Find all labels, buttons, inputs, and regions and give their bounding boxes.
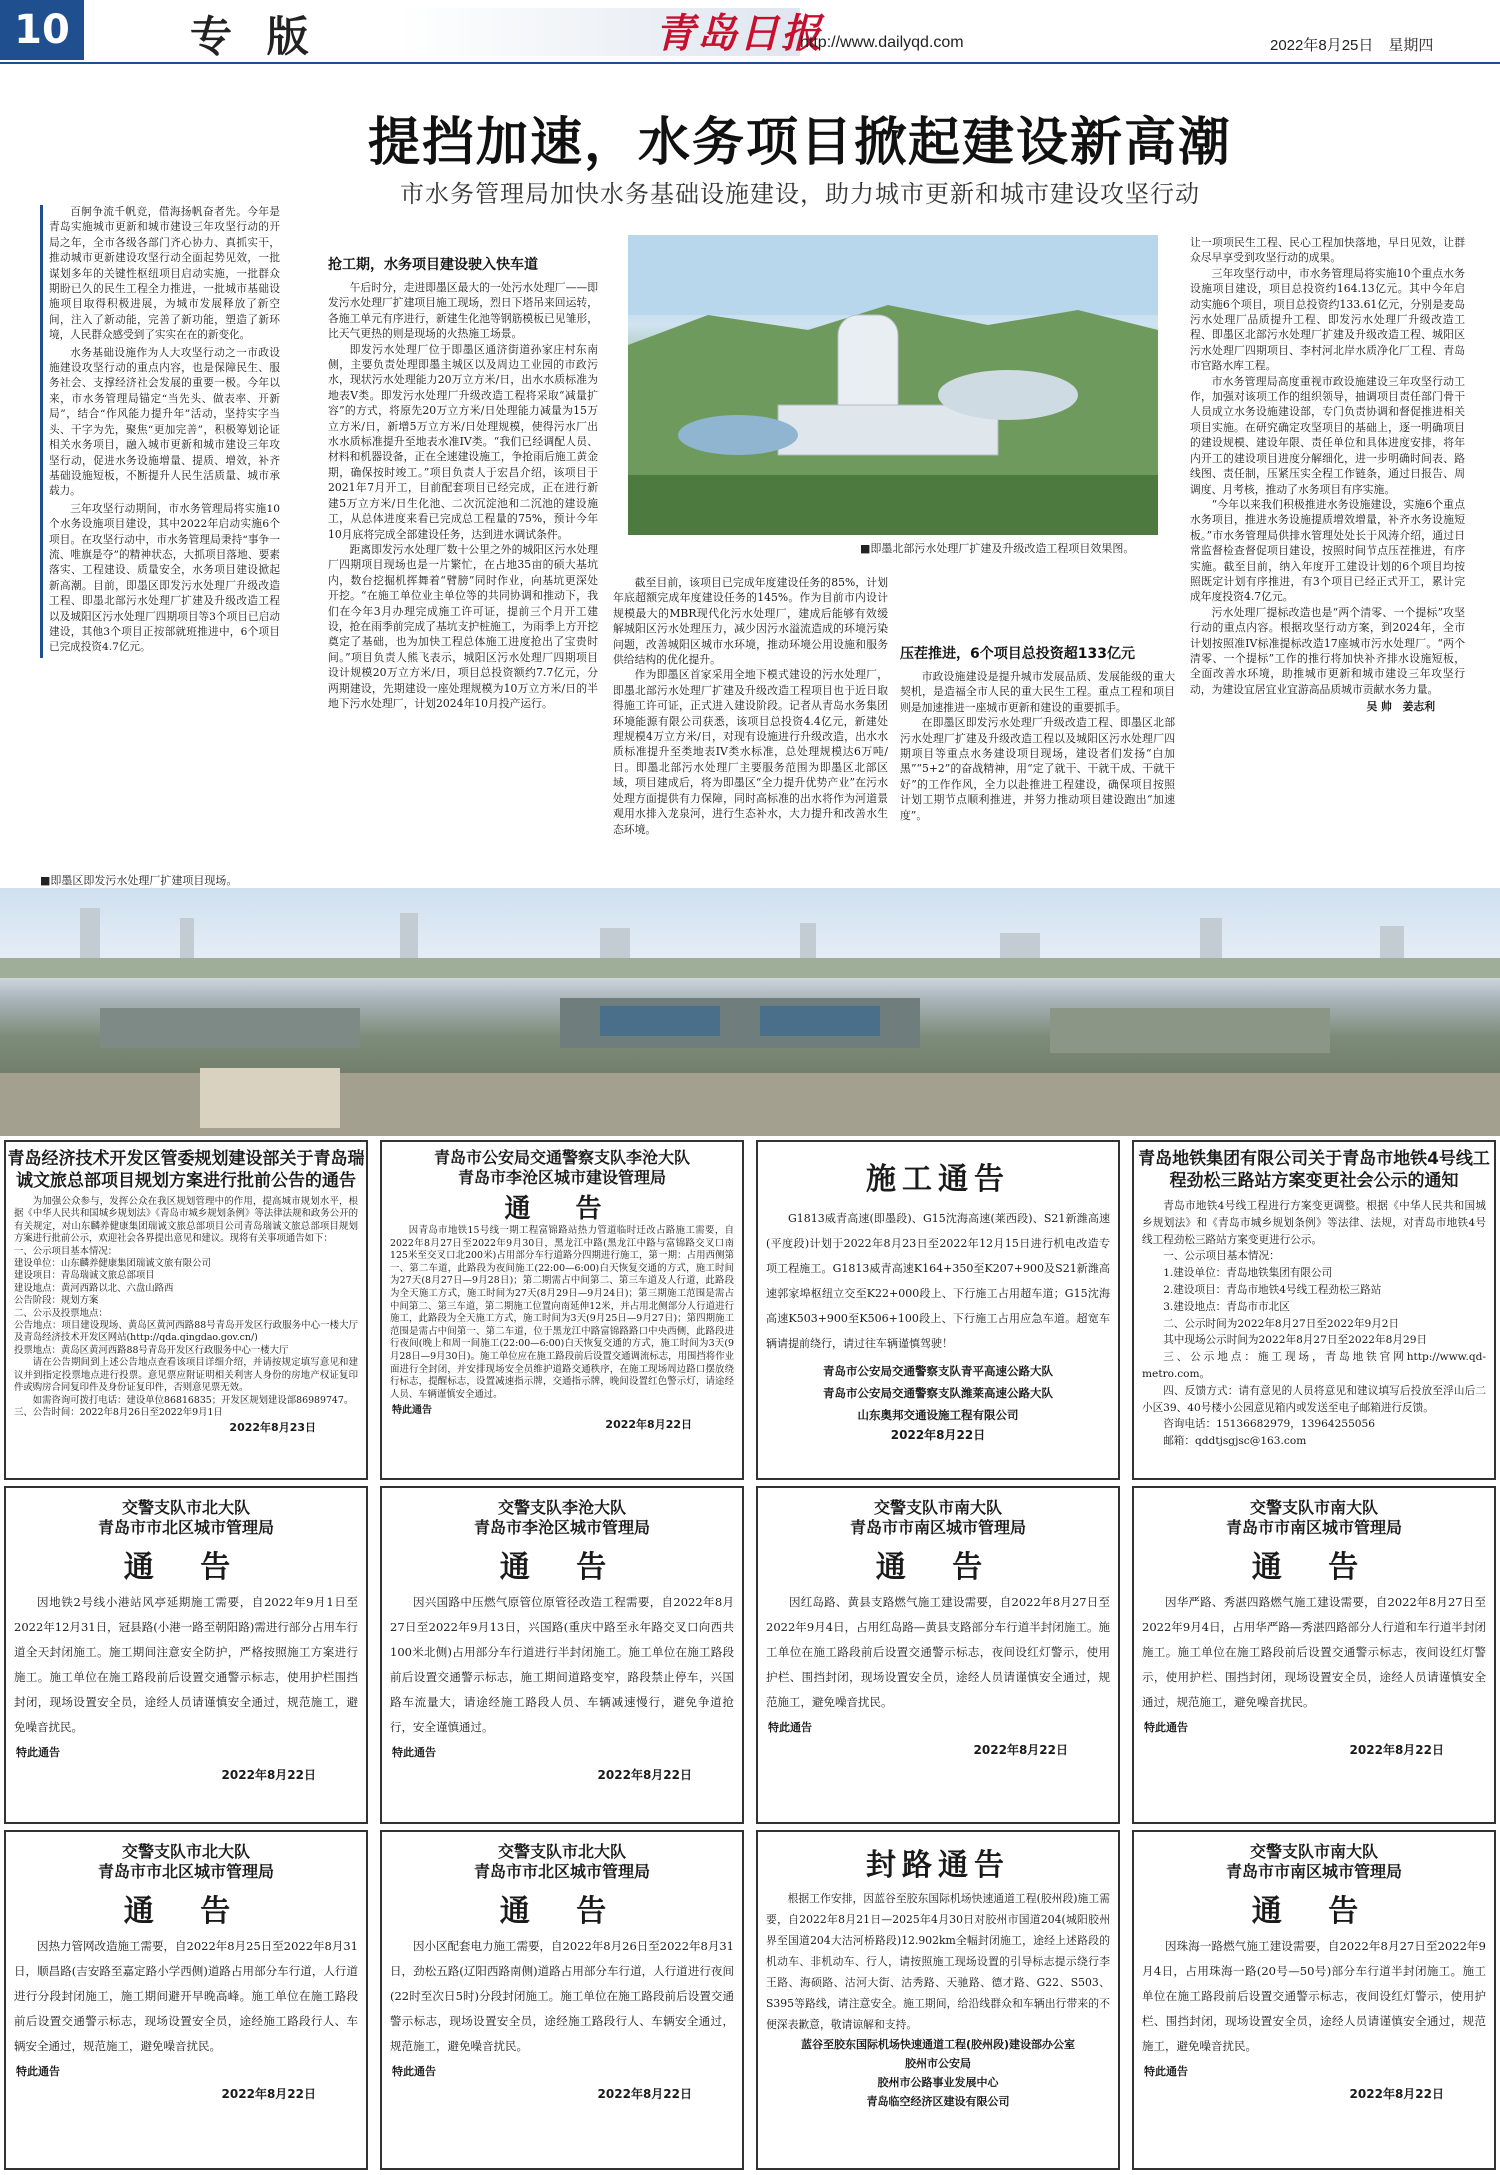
page-title: 提挡加速，水务项目掀起建设新高潮 [367, 112, 1232, 173]
notice-text: 公告阶段：规划方案 [14, 1295, 99, 1307]
notice-shinan-traffic-2 [1132, 1486, 1496, 1824]
notice-road-closure [756, 1830, 1120, 2170]
newspaper-url[interactable]: http://www.dailyqd.com [800, 34, 964, 51]
notice-footer: 特此通告 [1144, 1721, 1188, 1734]
notice-footer: 特此通告 [1144, 2065, 1188, 2078]
notice-org: 青岛市公安局交通警察支队青平高速公路大队 [823, 1364, 1053, 1378]
notice-body: 根据工作安排，因蓝谷至胶东国际机场快速通道工程(胶州段)施工需要，自2022年8月21日—2025年4月30日对胶州市国道204(城阳胶州界至国道204大沽河桥路段)12.902km全幅封闭施工，途经上述路段的机动车、非机动车、行人，请按照施工现场设置的引导标志提示绕行李王路、海硕路、沽河大街、沽秀路、天驰路、德才路、G22、S503、S395等路线，请注意安全。施工期间，给沿线群众和车辆出行带来的不便深表歉意，敬请谅解和支持。 [766, 1892, 1110, 2031]
notice-org: 山东奥邦交通设施工程有限公司 [857, 1408, 1019, 1422]
notice-org: 交警支队市南大队 青岛市市南区城市管理局 [1225, 1498, 1402, 1537]
notice-text: 二、公示时间为2022年8月27日至2022年9月2日 [1163, 1317, 1400, 1330]
notice-shibei-traffic-3 [380, 1830, 744, 2170]
image-caption: ■即墨北部污水处理厂扩建及升级改造工程项目效果图。 [860, 542, 1135, 555]
notice-body: 因华严路、秀湛四路燃气施工建设需要，自2022年8月27日至2022年9月4日，占用华严路—秀湛四路部分人行道和车行道半封闭施工。施工单位在施工路段前后设置交通警示标志，夜间设红灯警示，使用护栏、围挡封闭，现场设置安全员，途经人员请谨慎安全通过，规范施工，避免噪音扰民。 [1142, 1595, 1486, 1709]
page-subtitle: 市水务管理局加快水务基础设施建设，助力城市更新和城市建设攻坚行动 [400, 180, 1200, 208]
intro-paragraph: 水务基础设施作为人大攻坚行动之一市政设施建设攻坚行动的重点内容，也是保障民生、服务社会、支撑经济社会发展的重要一极。今年以来，市水务管理局锚定“当先头、做表率、开新局”，结合“作风能力提升年”活动，坚持实字当头、干字为先，聚焦“更加完善”，积极筹划论证相关水务项目，融入城市更新和城市建设三年攻坚行动，促进水务设施增量、提质、增效，补齐基础设施短板，不断提升人民生活质量、城市承载力。 [49, 346, 280, 498]
notice-footer: 特此通告 [16, 2065, 60, 2078]
notice-shibei-traffic-2 [4, 1830, 368, 2170]
notice-text: 1.建设单位：青岛地铁集团有限公司 [1163, 1267, 1333, 1280]
notice-heading: 通 告 [499, 1894, 625, 1929]
body-paragraph: 午后时分，走进即墨区最大的一处污水处理厂——即发污水处理厂扩建项目施工现场，烈日下塔吊来回运转，各施工单元有序进行，新建生化池等钢筋模板已见雏形，比天气更热的则是现场的火热施工场景。 [328, 281, 598, 341]
notice-heading: 施工通告 [866, 1162, 1010, 1197]
notice-footer: 特此通告 [392, 1746, 436, 1759]
body-paragraph: 作为即墨区首家采用全地下模式建设的污水处理厂，即墨北部污水处理厂扩建及升级改造工程项目也于近日取得施工许可证，正式进入建设阶段。记者从青岛水务集团环境能源有限公司获悉，该项目总投资4.4亿元，新建处理规模4万立方米/日，对现有设施进行升级改造，出水水质标准提升至类地表IV类水标准，总处理规模达6万吨/日。即墨北部污水处理厂主要服务范围为即墨区北部区域，项目建成后，将为即墨区“全力提升优势产业”在污水处理方面提供有力保障，同时高标准的出水将作为河道景观用水排入龙泉河，进行生态补水，大力提升和改善水生态环境。 [613, 668, 888, 836]
notice-date: 2022年8月22日 [221, 1768, 316, 1782]
notice-body: 因珠海一路燃气施工建设需要，自2022年8月27日至2022年9月4日，占用珠海一路(20号—50号)部分车行道半封闭施工。施工单位在施工路段前后设置交通警示标志，夜间设红灯警示，使用护栏、围挡封闭，现场设置安全员，途经人员请谨慎安全通过，规范施工，避免噪音扰民。 [1142, 1939, 1486, 2053]
notice-org: 交警支队李沧大队 青岛市李沧区城市管理局 [473, 1498, 650, 1537]
rendering-image [628, 235, 1158, 535]
notice-text: 2.建设项目：青岛市地铁4号线工程劲松三路站 [1163, 1283, 1382, 1296]
notice-heading: 通 告 [123, 1550, 249, 1585]
notice-title: 青岛地铁集团有限公司关于青岛市地铁4号线工程劲松三路站方案变更社会公示的通知 [1138, 1149, 1490, 1191]
notice-date: 2022年8月22日 [1349, 2087, 1444, 2101]
notice-heading: 通 告 [1251, 1894, 1377, 1929]
notice-text: 请在公告期间到上述公告地点查看该项目详细介绍，并请按规定填写意见和建议并到指定投票地点进行投票。意见票应附证明相关利害人身份的房地产权证复印件或购房合同复印件及身份证复印件，否则意见票无效。 [14, 1357, 358, 1394]
section-subtitle: 抢工期，水务项目建设驶入快车道 [328, 257, 538, 273]
notice-footer: 特此通告 [16, 1746, 60, 1759]
notice-body: 因热力管网改造施工需要，自2022年8月25日至2022年8月31日，顺昌路(吉安路至嘉定路小学西侧)道路占用部分车行道，人行道进行分段封闭施工，施工期间避开早晚高峰。施工单位在施工路段前后设置交通警示标志，现场设置安全员，途经施工路段行人、车辆安全通过，规范施工，避免噪音扰民。 [14, 1939, 358, 2053]
notice-text: 如需咨询可拨打电话：建设单位86816835；开发区规划建设部86989747。 [32, 1394, 354, 1406]
notice-org: 蓝谷至胶东国际机场快速通道工程(胶州段)建设部办公室 [800, 2038, 1076, 2051]
notice-date: 2022年8月23日 [229, 1421, 316, 1435]
section-subtitle: 压茬推进，6个项目总投资超133亿元 [900, 646, 1135, 662]
notice-text: 3.建设地点：青岛市市北区 [1163, 1300, 1290, 1313]
notice-text: 其中现场公示时间为2022年8月27日至2022年8月29日 [1163, 1334, 1428, 1347]
notice-date: 2022年8月22日 [973, 1743, 1068, 1757]
notice-org: 胶州市公安局 [905, 2057, 971, 2070]
body-paragraph: 三年攻坚行动中，市水务管理局将实施10个重点水务设施项目建设，项目总投资约164.13亿元。其中今年启动实施6个项目，项目总投资约133.61亿元，分别是麦岛污水处理厂品质提升工程、即发污水处理厂升级改造工程、即墨区北部污水处理厂扩建及升级改造工程、城阳区污水处理厂四期项目、李村河北岸水质净化厂工程、青岛市官路水库工程。 [1190, 266, 1465, 373]
newspaper-logo: 青岛日报 [655, 10, 823, 57]
notice-heading: 通 告 [499, 1550, 625, 1585]
intro-paragraph: 三年攻坚行动期间，市水务管理局将实施10个水务设施项目建设，其中2022年启动实施6个项目。在攻坚行动中，市水务管理局秉持“事争一流、唯旗是夺”的精神状态，大抓项目落地、要素落实、工程建设、质量安全，水务项目建设掀起新高潮。目前，即墨区即发污水处理厂升级改造工程、即墨北部污水处理厂扩建及升级改造工程以及城阳区污水处理厂四期项目等3个项目已启动建设，其他3个项目正按部就班推进中，6个项目已完成投资4.7亿元。 [49, 502, 280, 654]
notice-footer: 特此通告 [392, 2065, 436, 2078]
image-caption: ■即墨区即发污水处理厂扩建项目现场。 [40, 874, 238, 887]
notice-body: 因红岛路、黄县支路燃气施工建设需要，自2022年8月27日至2022年9月4日，占用红岛路—黄县支路部分车行道半封闭施工。施工单位在施工路段前后设置交通警示标志，夜间设红灯警示，使用护栏、围挡封闭，现场设置安全员，途经人员请谨慎安全通过，规范施工，避免噪音扰民。 [766, 1595, 1110, 1709]
notice-text: 为加强公众参与，发挥公众在我区规划管理中的作用，提高城市规划水平，根据《中华人民共和国城乡规划法》《青岛市城乡规划条例》等法律法规和政务公开的有关规定，对山东麟养健康集团瑞诚文旅总部项目公司青岛瑞诚文旅总部项目规划方案进行批前公示，欢迎社会各界提出意见和建议。现将有关事项通告如下： [14, 1196, 358, 1245]
notice-footer: 特此通告 [392, 1405, 432, 1417]
notice-body: 因小区配套电力施工需要，自2022年8月26日至2022年8月31日，劲松五路(辽阳西路南侧)道路占用部分车行道，人行道进行夜间(22时至次日5时)分段封闭施工。施工单位在施工路段前后设置交通警示标志，现场设置安全员，途经施工路段行人、车辆安全通过，规范施工，避免噪音扰民。 [390, 1939, 734, 2053]
notice-text: 二、公示及投票地点： [14, 1307, 108, 1319]
article-column-2 [613, 575, 888, 837]
body-paragraph: 让一项项民生工程、民心工程加快落地，早日见效，让群众尽早享受到攻坚行动的成果。 [1190, 236, 1465, 265]
notice-body: G1813威青高速(即墨段)、G15沈海高速(莱西段)、S21新潍高速(平度段)计划于2022年8月23日至2022年12月15日进行机电改造专项工程施工。G1813威青高速K164+350至K207+900及S21新潍高速郭家埠枢纽立交至K22+000段上、下行施工占用超车道；G15沈海高速K503+900至K506+100段上、下行施工占用应急车道。超宽车辆请提前绕行，请过往车辆谨慎驾驶！ [766, 1212, 1110, 1350]
notice-heading: 通 告 [1251, 1550, 1377, 1585]
notice-date: 2022年8月22日 [597, 1768, 692, 1782]
notice-org: 交警支队市北大队 青岛市市北区城市管理局 [97, 1842, 274, 1881]
notice-text: 投票地点：黄岛区黄河西路88号青岛开发区行政服务中心一楼大厅 [14, 1344, 289, 1356]
article-column-3 [1190, 235, 1465, 715]
body-paragraph: 在即墨区即发污水处理厂升级改造工程、即墨区北部污水处理厂扩建及升级改造工程以及城阳区污水处理厂四期项目等重点水务建设项目现场，建设者们发扬“白加黑”“5+2”的奋战精神，用“定了就干、干就干成、干就干好”的工作作风，全力以赴推进工程建设，确保项目按照计划工期节点顺利推进，并努力推动项目建设跑出“加速度”。 [900, 716, 1175, 822]
notice-shinan-traffic-3 [1132, 1830, 1496, 2170]
notice-metro [1132, 1140, 1496, 1480]
notice-licang-traffic-2 [380, 1486, 744, 1824]
notice-footer: 特此通告 [768, 1721, 812, 1734]
notice-date: 2022年8月22日 [221, 2087, 316, 2101]
notice-heading: 通 告 [875, 1550, 1001, 1585]
body-paragraph: 距离即发污水处理厂数十公里之外的城阳区污水处理厂四期项目现场也是一片繁忙，在占地35亩的硕大基坑内，数台挖掘机挥舞着“臂膀”同时作业，向基坑更深处开挖。“在施工单位业主单位等的共同协调和推动下，我们在今年3月办理完成施工许可证，提前三个月开工建设，抢在雨季前完成了基坑支护桩施工，为雨季上方开挖奠定了基础，也为加快工程总体施工进度抢出了宝贵时间。”项目负责人熊飞表示，城阳区污水处理厂四期项目设计规模20万立方米/日，项目总投资额约7.7亿元，分两期建设，先期建设一座处理规模为10万立方米/日的半地下污水处理厂，计划2024年10月投产运行。 [328, 542, 598, 710]
notice-date: 2022年8月22日 [605, 1418, 692, 1432]
notice-construction [756, 1140, 1120, 1480]
notice-body: 因兴国路中压燃气原管位原管径改造工程需要，自2022年8月27日至2022年9月13日，兴国路(重庆中路至永年路交叉口向西共100米北侧)占用部分车行道进行半封闭施工。施工单位在施工路段前后设置交通警示标志，施工期间道路变窄，路段禁止停车，兴国路车流量大，请途经施工路段人员、车辆减速慢行，避免争道抢行，安全谨慎通过。 [390, 1595, 734, 1734]
notice-org: 青岛市公安局交通警察支队潍莱高速公路大队 [823, 1386, 1053, 1400]
notice-shinan-traffic [756, 1486, 1120, 1824]
plant-rendering-illustration [628, 235, 1158, 535]
notice-text: 建设地点：黄河西路以北、六盘山路西 [14, 1282, 174, 1294]
notice-body [1134, 1198, 1494, 1450]
notice-title: 青岛经济技术开发区管委规划建设部关于青岛瑞诚文旅总部项目规划方案进行批前公告的通告 [7, 1149, 365, 1191]
article-intro [40, 205, 280, 658]
body-paragraph: 市政设施建设是提升城市发展品质、发展能级的重大契机，是造福全市人民的重大民生工程。重点工程和项目则是加速推进一座城市更新和建设的重要抓手。 [900, 670, 1175, 714]
notice-text: 建设单位：山东麟养健康集团瑞诚文旅有限公司 [14, 1258, 211, 1270]
notice-org: 胶州市公路事业发展中心 [877, 2076, 999, 2089]
notice-text: 一、公示项目基本情况： [14, 1245, 118, 1257]
notice-text: 邮箱：qddtjsgjsc@163.com [1163, 1435, 1307, 1448]
byline: 吴 帅 姜志利 [1366, 700, 1435, 714]
article-column-2b [900, 575, 1175, 823]
notice-text: 青岛市地铁4号线工程进行方案变更调整。根据《中华人民共和国城乡规划法》和《青岛市城乡规划条例》等法律、法规，对青岛市地铁4号线工程劲松三路站方案变更进行公示。 [1142, 1200, 1486, 1246]
panorama-illustration [0, 888, 1500, 1136]
notice-licang-traffic [380, 1140, 744, 1480]
article-column-1 [328, 250, 598, 711]
section-title: 专 版 [190, 12, 319, 61]
notice-org: 青岛市公安局交通警察支队李沧大队 青岛市李沧区城市建设管理局 [433, 1148, 690, 1187]
notice-date: 2022年8月22日 [597, 2087, 692, 2101]
notice-org: 交警支队市南大队 青岛市市南区城市管理局 [849, 1498, 1026, 1537]
notice-text: 公告地点：项目建设现场、黄岛区黄河西路88号青岛开发区行政服务中心一楼大厅及青岛经济技术开发区网站(http://qda.qingdao.gov.cn/) [14, 1320, 358, 1344]
page-number: 10 [0, 0, 84, 60]
body-paragraph: 截至目前，该项目已完成年度建设任务的85%，计划年底超额完成年度建设任务的145%。作为目前市内设计规模最大的MBR现代化污水处理厂，建成后能够有效缓解城阳区污水处理压力，减少因污水溢流造成的环境污染问题，改善城阳区城市水环境，推动环境公用设施和服务供给结构的优化提升。 [613, 576, 888, 667]
notice-org: 交警支队市北大队 青岛市市北区城市管理局 [97, 1498, 274, 1537]
notice-body [6, 1196, 366, 1419]
notice-org: 交警支队市北大队 青岛市市北区城市管理局 [473, 1842, 650, 1881]
notice-heading: 通 告 [504, 1194, 620, 1224]
notice-text: 咨询电话：15136682979，13964255056 [1163, 1418, 1376, 1431]
notice-text: 建设项目：青岛瑞诚文旅总部项目 [14, 1270, 155, 1282]
notice-text: 四、反馈方式：请有意见的人员将意见和建议填写后投放至浮山后二小区39、40号楼小公园意见箱内或发送至电子邮箱进行反馈。 [1142, 1384, 1486, 1414]
intro-paragraph: 百舸争流千帆竞，借海扬帆奋者先。今年是青岛实施城市更新和城市建设三年攻坚行动的开局之年，全市各级各部门齐心协力、真抓实干，推动城市更新建设攻坚行动全面起势见效，一批谋划多年的关键性枢纽项目启动实施，一批群众期盼已久的民生工程全力推进，一批城市基础设施项目取得积极进展，为城市发展释放了新空间，注入了新动能，完善了新功能，塑造了新环境，人民群众感受到了实实在在的新变化。 [49, 206, 280, 342]
notice-org: 交警支队市南大队 青岛市市南区城市管理局 [1225, 1842, 1402, 1881]
body-paragraph: 即发污水处理厂位于即墨区通济街道孙家庄村东南侧，主要负责处理即墨主城区以及周边工业园的市政污水，现状污水处理能力20万立方米/日，出水水质标准为地表V类。即发污水处理厂升级改造工程将采取“减量扩容”的方式，将原先20万立方米/日处理能力减量为15万立方米/日，新增5万立方米/日处理规模，使得污水厂出水水质标准提升至地表水准IV类。“我们已经调配人员、材料和机器设备，正在全速建设施工，争抢雨后施工黄金期，确保按时竣工。”项目负责人于宏昌介绍，该项目于2021年7月开工，目前配套项目已经完成，正在进行新建5万立方米/日生化池、二次沉淀池和二沉池的建设施工，从总体进度来看已完成总工程量的75%，预计今年10月底将完成全部建设任务，达到进水调试条件。 [328, 342, 598, 541]
notice-date: 2022年8月22日 [1349, 1743, 1444, 1757]
notice-planning-announcement [4, 1140, 368, 1480]
notice-text: 三、公告时间：2022年8月26日至2022年9月1日 [14, 1406, 223, 1418]
notice-body: 因地铁2号线小港站风亭延期施工需要，自2022年9月1日至2022年12月31日，冠县路(小港一路至朝阳路)需进行部分占用车行道全天封闭施工。施工期间注意安全防护，严格按照施工方案进行施工。施工单位在施工路段前后设置交通警示标志，使用护栏围挡封闭，现场设置安全员，途经人员请谨慎安全通过，规范施工，避免噪音扰民。 [14, 1595, 358, 1734]
body-paragraph: “今年以来我们积极推进水务设施建设，实施6个重点水务项目，推进水务设施提质增效增量，补齐水务设施短板。”市水务管理局供排水管理处处长于风涛介绍，通过日常监督检查督促项目建设，按照时间节点压茬推进，有序实施。截至目前，纳入年度开工建设计划的6个项目均按照既定计划有序推进，有3个项目已经正式开工，累计完成年度投资4.7亿元。 [1190, 497, 1465, 604]
construction-site-photo [0, 888, 1500, 1136]
notice-text: 一、公示项目基本情况： [1163, 1250, 1280, 1263]
issue-date: 2022年8月25日 星期四 [1270, 37, 1434, 54]
body-paragraph: 市水务管理局高度重视市政设施建设三年攻坚行动工作，加强对该项工作的组织领导，抽调项目责任部门骨干人员成立水务设施建设部，专门负责协调和督促推进相关项目实施。在研究确定攻坚项目的基础上，逐一明确项目的建设规模、建设年限、责任单位和具体进度安排，将年内开工的建设项目进度分解细化，进一步明确时间表、路线图、责任制，压紧压实全程工作链条，通过日报告、周调度、月考核，推动了水务项目有序实施。 [1190, 374, 1465, 496]
notice-body: 因青岛市地铁15号线一期工程富锦路站热力管道临时迁改占路施工需要，自2022年8月27日至2022年9月30日，黑龙江中路(黑龙江中路与富锦路交叉口南125米至交叉口北200米)占用部分车行道路分四期进行施工，第一期：占用西侧第一、第二车道，此路段为夜间施工(22:00—6:00)白天恢复交通的方式，施工时间为27天(8月27日—9月28日)；第二期需占中间第二、第三车道及人行道，此路段为全天施工方式，施工时间为27天(8月29日—9月24日)；第三期施工范围是需占中间第二、第三车道，第二期施工位置向南延伸12米，并占用北侧部分人行道进行施工，此路段为全天施工方式，施工时间为3天(9月25日—9月27日)；第四期施工范围是需占中间第一、第二车道，位于黑龙江中路富锦路路口中央西侧，此路段进行夜间(晚上和周一间施工(22:00—6:00)白天恢复交通的方式，施工时间为3天(9月28日—9月30日)。施工单位应在施工路段前后设置交通调流标志，用围挡将作业面进行全封闭，并安排现场安全员维护道路交通秩序，在施工现场周边路口摆放绕行标志，提醒标志，设置减速指示牌，交通指示牌，晚间设置红色警示灯，请途经人员、车辆谨慎安全通过。 [390, 1225, 734, 1400]
notice-org: 青岛临空经济区建设有限公司 [866, 2095, 1010, 2108]
notice-heading: 封路通告 [866, 1848, 1010, 1883]
notice-date: 2022年8月22日 [890, 1428, 986, 1442]
notice-heading: 通 告 [123, 1894, 249, 1929]
body-paragraph: 污水处理厂提标改造也是“两个清零、一个提标”攻坚行动的重点内容。根据攻坚行动方案，到2024年，全市计划按照准IV标准提标改造17座城市污水处理厂。“两个清零、一个提标”工作的推行将加快补齐排水设施短板，全面改善水环境，助推城市更新和城市建设三年攻坚行动，为建设宜居宜业宜游高品质城市贡献水务力量。 [1190, 605, 1465, 696]
notice-shibei-traffic [4, 1486, 368, 1824]
notice-text: 三、公示地点：施工现场，青岛地铁官网http://www.qd-metro.com。 [1142, 1351, 1486, 1380]
